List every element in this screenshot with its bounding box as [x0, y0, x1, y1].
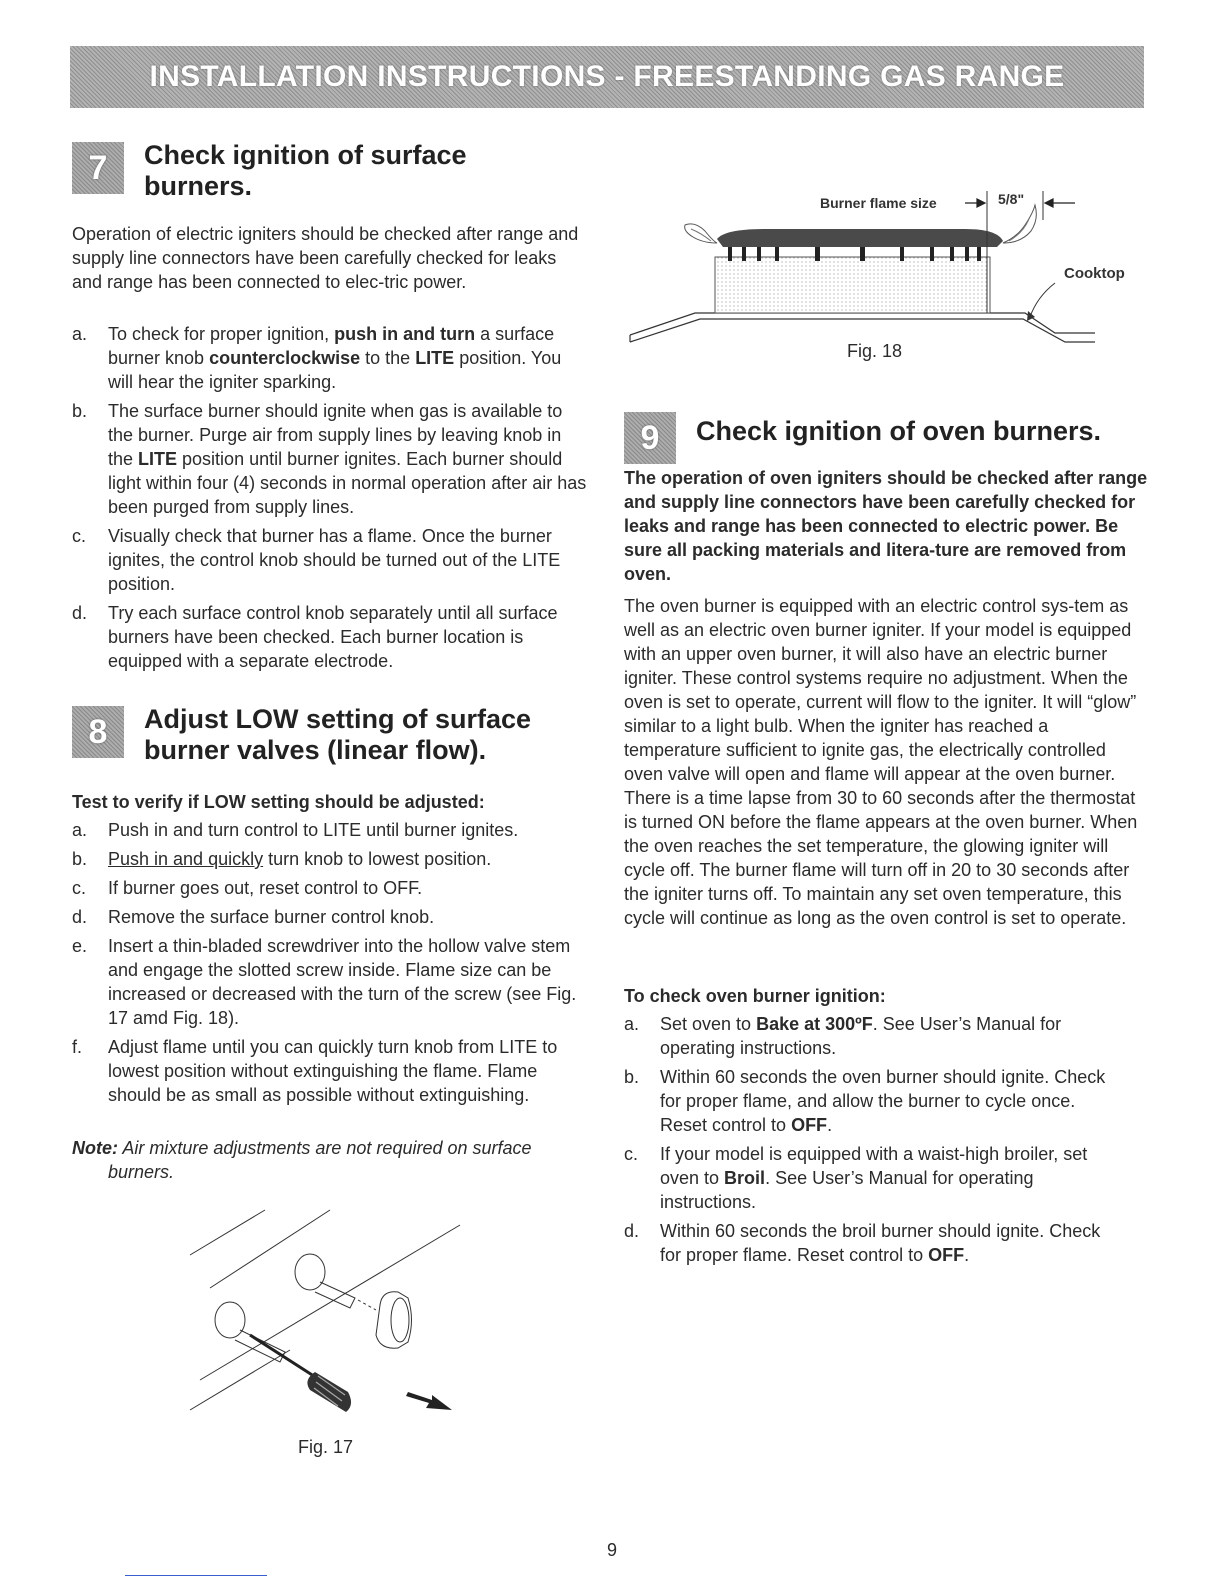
item-text: If burner goes out, reset control to OFF.	[108, 878, 423, 898]
note-text: Air mixture adjustments are not required on surface burners.	[108, 1138, 532, 1182]
item-text: Push in and quickly turn knob to lowest position.	[108, 849, 492, 869]
item-text: Try each surface control knob separately until all surface burners have been checked. Each burner location is equipped with a separate electrode.	[108, 603, 558, 671]
section-8-title-line1: Adjust LOW setting of surface	[144, 704, 532, 734]
item-letter: e.	[72, 936, 88, 956]
item-text: If your model is equipped with a waist-high broiler, set oven to Broil. See User’s Manual for operating instructions.	[660, 1144, 1088, 1212]
fig17-knob-screwdriver-illustration	[170, 1200, 490, 1430]
item-letter: a.	[72, 820, 88, 840]
item-letter: d.	[72, 603, 88, 623]
item-letter: a.	[624, 1014, 640, 1034]
item-letter: d.	[72, 907, 88, 927]
item-letter: f.	[72, 1037, 83, 1057]
page-banner	[70, 46, 1144, 108]
section-7-header	[72, 142, 467, 202]
item-letter: a.	[72, 324, 88, 344]
section-8-test-heading	[72, 790, 592, 814]
cooktop-label: Cooktop	[1064, 265, 1125, 282]
section-8-title-line2: burner valves (linear flow).	[144, 735, 487, 765]
section-7-steps	[72, 322, 590, 678]
section-9-header	[624, 412, 1101, 464]
section-9-body	[624, 594, 1148, 930]
fig17-caption: Fig. 17	[298, 1437, 354, 1457]
item-letter: c.	[72, 526, 87, 546]
section-9-check-heading	[624, 984, 1148, 1008]
item-text: Push in and turn control to LITE until burner ignites.	[108, 820, 519, 840]
item-letter: c.	[624, 1144, 639, 1164]
section-8-title	[144, 704, 531, 766]
section-9-steps	[624, 1012, 1124, 1272]
list-item	[72, 1035, 584, 1107]
list-item	[72, 399, 590, 519]
list-item	[72, 905, 584, 929]
footer-rule	[125, 1575, 267, 1576]
item-text: Within 60 seconds the broil burner should ignite. Check for proper flame. Reset control to OFF.	[660, 1221, 1101, 1265]
item-letter: b.	[624, 1067, 640, 1087]
list-item	[624, 1012, 1124, 1060]
note-label: Note:	[72, 1138, 118, 1158]
item-text: To check for proper ignition, push in and turn a surface burner knob counterclockwise to the LITE position. You will hear the igniter sparking.	[108, 324, 562, 392]
step-number-9: 9	[624, 412, 676, 464]
item-letter: c.	[72, 878, 87, 898]
flame-size-label: Burner flame size	[820, 195, 937, 211]
item-letter: d.	[624, 1221, 640, 1241]
step-number-8: 8	[72, 706, 124, 758]
banner-title: INSTALLATION INSTRUCTIONS - FREESTANDING GAS RANGE	[149, 60, 1065, 93]
item-text: Insert a thin-bladed screwdriver into the hollow valve stem and engage the slotted screw inside. Flame size can be increased or decreased with the turn of the screw (see Fig. 17 amd Fig. 18).	[108, 936, 577, 1028]
list-item	[624, 1142, 1124, 1214]
section-9-title: Check ignition of oven burners.	[696, 416, 1102, 446]
section-7-title-line1: Check ignition of surface	[144, 140, 467, 170]
item-text: Adjust flame until you can quickly turn knob from LITE to lowest position without extinguishing the flame. Flame should be as small as possible without extinguishing.	[108, 1037, 558, 1105]
list-item	[624, 1219, 1124, 1267]
bold-intro-text: The operation of oven igniters should be checked after range and supply line connectors have been carefully checked for leaks and range has been connected to electric power. Be sure all packing materials and litera-ture are removed from oven.	[624, 468, 1148, 584]
item-text: Remove the surface burner control knob.	[108, 907, 435, 927]
check-heading-text: To check oven burner ignition:	[624, 986, 886, 1006]
fig18-caption: Fig. 18	[847, 341, 903, 361]
body-text: The oven burner is equipped with an electric control sys-tem as well as an electric oven burner igniter. If your model is equipped with an upper oven burner, it will also have an electric burner igniter. These control systems require no adjustment. When the oven is set to operate, current will flow to the igniter. It will “glow” similar to a light bulb. When the igniter has reached a temperature sufficient to ignite gas, the electrically controlled oven valve will open and flame will appear at the oven burner. There is a time lapse from 30 to 60 seconds after the thermostat is turned ON before the flame appears at the oven burner. When the oven reaches the set temperature, the glowing igniter will cycle off. The burner flame will turn off in 20 to 30 seconds after the igniter turns off. To maintain any set oven temperature, this cycle will continue as long as the oven control is set to operate.	[624, 596, 1138, 928]
section-7-intro-text: Operation of electric igniters should be checked after range and supply line connectors have been carefully checked for leaks and range has been connected to elec-tric power.	[72, 224, 579, 292]
list-item	[72, 934, 584, 1030]
item-letter: b.	[72, 401, 88, 421]
section-7-intro	[72, 222, 582, 294]
item-letter: b.	[72, 849, 88, 869]
screwdriver-icon	[250, 1335, 351, 1412]
list-item	[72, 524, 590, 596]
list-item	[72, 847, 584, 871]
list-item	[624, 1065, 1124, 1137]
section-8-header	[72, 706, 531, 766]
test-heading-text: Test to verify if LOW setting should be adjusted:	[72, 792, 485, 812]
item-text: Within 60 seconds the oven burner should ignite. Check for proper flame, and allow the burner to cycle once. Reset control to OFF.	[660, 1067, 1106, 1135]
flame-size-value: 5/8"	[998, 191, 1025, 207]
item-text: Visually check that burner has a flame. Once the burner ignites, the control knob should be turned out of the LITE position.	[108, 526, 561, 594]
section-8-steps	[72, 818, 584, 1112]
section-8-note	[72, 1136, 592, 1184]
section-7-title	[144, 140, 467, 202]
section-7-title-line2: burners.	[144, 171, 253, 201]
list-item	[72, 876, 584, 900]
list-item	[72, 322, 590, 394]
page-number: 9	[606, 1540, 617, 1560]
list-item	[72, 818, 584, 842]
step-number-7: 7	[72, 142, 124, 194]
direction-arrow-icon	[406, 1392, 452, 1410]
list-item	[72, 601, 590, 673]
item-text: The surface burner should ignite when gas is available to the burner. Purge air from supply lines by leaving knob in the LITE position until burner ignites. Each burner should light within four (4) seconds in normal operation after air has been purged from supply lines.	[108, 401, 587, 517]
section-9-bold-intro	[624, 466, 1148, 586]
item-text: Set oven to Bake at 300ºF. See User’s Manual for operating instructions.	[660, 1014, 1062, 1058]
